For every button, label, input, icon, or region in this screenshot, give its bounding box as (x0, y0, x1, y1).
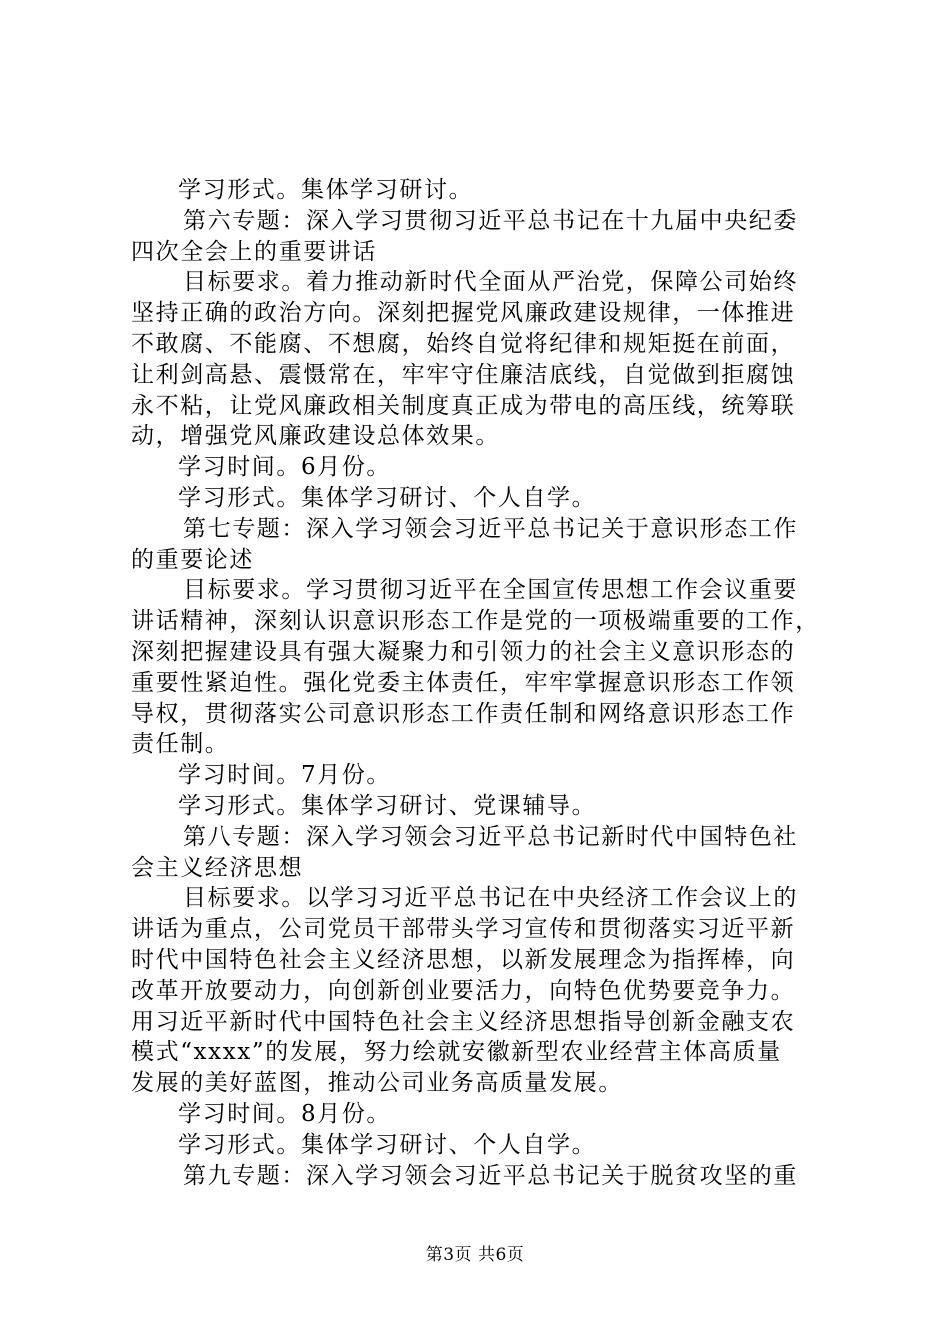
topic-6-time: 学习时间。6月份。 (178, 454, 392, 481)
topic-8-goal-line: 用习近平新时代中国特色社会主义经济思想指导创新金融支农 (131, 1008, 796, 1035)
topic-7-heading-cont: 的重要论述 (131, 546, 254, 573)
topic-8-heading: 第八专题：深入学习领会习近平总书记新时代中国特色社 (183, 823, 798, 850)
document-body (131, 175, 831, 1191)
topic-8-goal-line: 目标要求。以学习习近平总书记在中央经济工作会议上的 (183, 885, 798, 912)
topic-7-goal-line: 责任制。 (131, 731, 230, 758)
topic-6-heading: 第六专题：深入学习贯彻习近平总书记在十九届中央纪委 (183, 207, 798, 234)
topic-7-time: 学习时间。7月份。 (178, 762, 392, 789)
topic-7-goal-line: 目标要求。学习贯彻习近平在全国宣传思想工作会议重要 (183, 577, 798, 604)
topic-7-heading: 第七专题：深入学习领会习近平总书记关于意识形态工作 (183, 515, 798, 542)
topic-7-goal-line: 深刻把握建设具有强大凝聚力和引领力的社会主义意识形态的 (131, 638, 796, 665)
topic-6-goal-line: 目标要求。着力推动新时代全面从严治党，保障公司始终 (183, 269, 798, 296)
topic-8-heading-cont: 会主义经济思想 (131, 854, 304, 881)
topic-8-goal-line: 改革开放要动力，向创新创业要活力，向特色优势要竞争力。 (131, 977, 796, 1004)
topic-6-goal-line: 动，增强党风廉政建设总体效果。 (131, 423, 500, 450)
topic-8-time: 学习时间。8月份。 (178, 1100, 392, 1127)
topic-6-goal-line: 坚持正确的政治方向。深刻把握党风廉政建设规律，一体推进 (131, 300, 796, 327)
topic-8-goal-line: 时代中国特色社会主义经济思想，以新发展理念为指挥棒，向 (131, 946, 796, 973)
topic-6-goal-line: 永不粘，让党风廉政相关制度真正成为带电的高压线，统筹联 (131, 392, 796, 419)
topic-7-goal-line: 重要性紧迫性。强化党委主体责任，牢牢掌握意识形态工作领 (131, 669, 796, 696)
topic-8-goal-line: 发展的美好蓝图，推动公司业务高质量发展。 (131, 1070, 623, 1097)
topic-9-heading: 第九专题：深入学习领会习近平总书记关于脱贫攻坚的重 (183, 1162, 798, 1189)
topic-6-goal-line: 让利剑高悬、震慑常在，牢牢守住廉洁底线，自觉做到拒腐蚀 (131, 361, 796, 388)
topic-6-format: 学习形式。集体学习研讨、个人自学。 (178, 484, 597, 511)
topic-8-goal-line: 讲话为重点，公司党员干部带头学习宣传和贯彻落实习近平新 (131, 916, 796, 943)
topic-8-format: 学习形式。集体学习研讨、个人自学。 (178, 1131, 597, 1158)
page-number-footer: 第3页 共6页 (425, 1245, 525, 1265)
topic-7-goal-line: 讲话精神，深刻认识意识形态工作是党的一项极端重要的工作， (131, 608, 820, 635)
topic-7-format: 学习形式。集体学习研讨、党课辅导。 (178, 792, 597, 819)
topic-6-goal-line: 不敢腐、不能腐、不想腐，始终自觉将纪律和规矩挺在前面， (131, 330, 796, 357)
topic-6-heading-cont: 四次全会上的重要讲话 (131, 238, 377, 265)
topic-7-goal-line: 导权，贯彻落实公司意识形态工作责任制和网络意识形态工作 (131, 700, 796, 727)
study-format-line: 学习形式。集体学习研讨。 (178, 177, 474, 203)
topic-8-goal-line: 模式“xxxx”的发展，努力绘就安徽新型农业经营主体高质量 (131, 1039, 782, 1066)
